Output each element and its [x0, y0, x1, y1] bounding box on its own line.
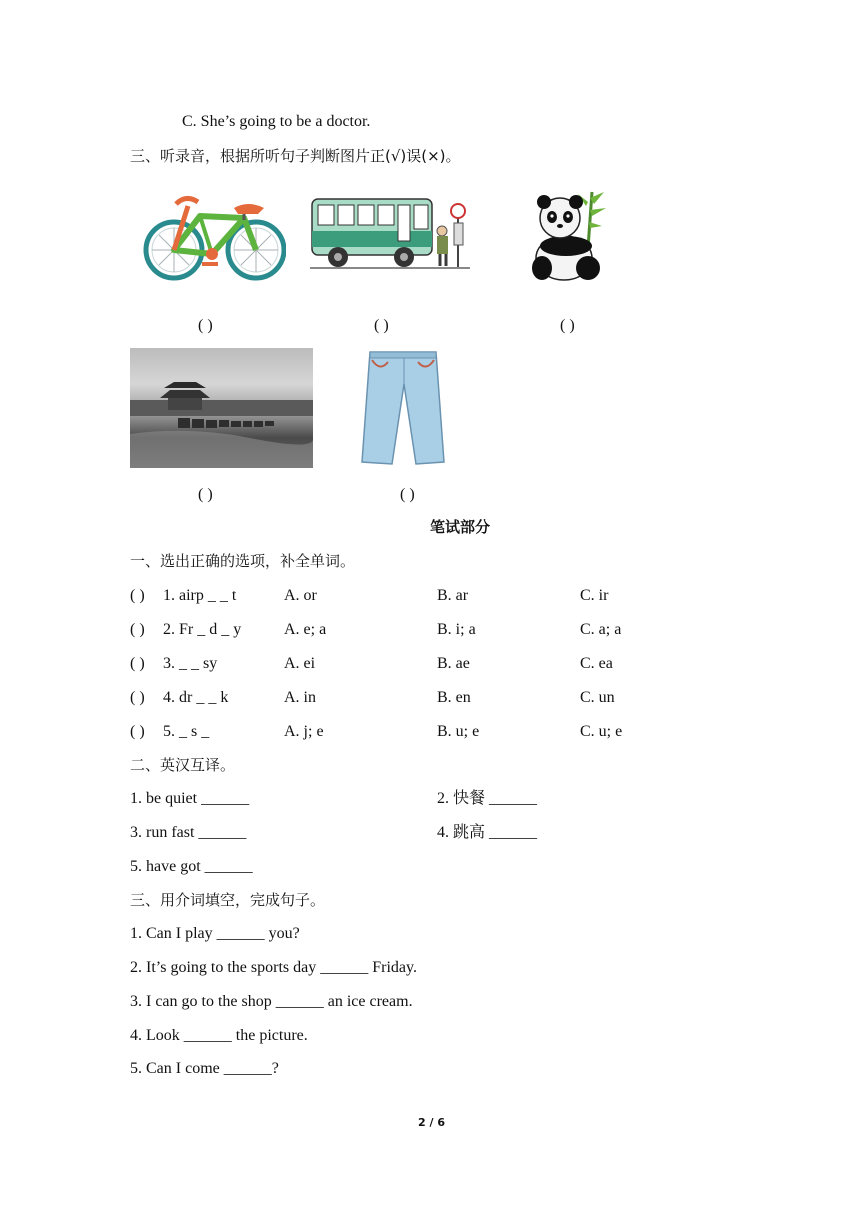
answer-parentheses[interactable]: ( ) [198, 317, 213, 334]
option-c: C. ir [580, 587, 609, 604]
option-c: C. un [580, 689, 615, 706]
answer-parentheses[interactable]: ( ) [130, 621, 145, 638]
option-c: C. ea [580, 655, 613, 672]
fill-blank-sentence[interactable]: 1. Can I play ______ you? [130, 925, 300, 942]
option-a: A. j; e [284, 723, 324, 740]
answer-parentheses[interactable]: ( ) [400, 486, 415, 503]
listening-section3-title: 三、听录音，根据所听句子判断图片正(√)误(×)。 [130, 147, 461, 165]
option-c: C. a; a [580, 621, 622, 638]
translation-item[interactable]: 3. run fast ______ [130, 824, 247, 841]
option-a: A. e; a [284, 621, 327, 638]
translation-item[interactable]: 1. be quiet ______ [130, 790, 250, 807]
option-b: B. i; a [437, 621, 476, 638]
fill-blank-sentence[interactable]: 2. It’s going to the sports day ______ Friday. [130, 959, 417, 976]
part1-title: 一、选出正确的选项，补全单词。 [130, 552, 356, 570]
previous-option-c: C. She’s going to be a doctor. [182, 113, 371, 130]
translation-item[interactable]: 5. have got ______ [130, 858, 253, 875]
answer-parentheses[interactable]: ( ) [130, 655, 145, 672]
question-word: 3. _ _ sy [163, 655, 218, 672]
option-b: B. en [437, 689, 471, 706]
page-number: 2 / 6 [418, 1116, 445, 1129]
option-b: B. u; e [437, 723, 480, 740]
answer-parentheses[interactable]: ( ) [130, 689, 145, 706]
option-a: A. ei [284, 655, 316, 672]
option-a: A. in [284, 689, 316, 706]
fill-blank-sentence[interactable]: 5. Can I come ______? [130, 1060, 279, 1077]
trousers-icon [360, 350, 446, 466]
written-part-heading: 笔试部分 [430, 518, 491, 536]
question-word: 4. dr _ _ k [163, 689, 229, 706]
option-c: C. u; e [580, 723, 623, 740]
translation-item[interactable]: 4. 跳高 ______ [437, 824, 538, 841]
answer-parentheses[interactable]: ( ) [130, 723, 145, 740]
question-word: 5. _ s _ [163, 723, 210, 740]
tiananmen-square-photo-icon [130, 348, 313, 468]
question-word: 1. airp _ _ t [163, 587, 237, 604]
answer-parentheses[interactable]: ( ) [198, 486, 213, 503]
answer-parentheses[interactable]: ( ) [374, 317, 389, 334]
translation-item[interactable]: 2. 快餐 ______ [437, 790, 538, 807]
part3-title: 三、用介词填空，完成句子。 [130, 891, 326, 909]
question-word: 2. Fr _ d _ y [163, 621, 242, 638]
option-b: B. ar [437, 587, 469, 604]
option-a: A. or [284, 587, 317, 604]
answer-parentheses[interactable]: ( ) [130, 587, 145, 604]
panda-icon [530, 188, 610, 284]
part2-title: 二、英汉互译。 [130, 756, 236, 774]
fill-blank-sentence[interactable]: 3. I can go to the shop ______ an ice cream. [130, 993, 413, 1010]
bus-at-stop-icon [310, 195, 470, 270]
fill-blank-sentence[interactable]: 4. Look ______ the picture. [130, 1027, 308, 1044]
bicycle-icon [140, 192, 286, 284]
answer-parentheses[interactable]: ( ) [560, 317, 575, 334]
option-b: B. ae [437, 655, 470, 672]
